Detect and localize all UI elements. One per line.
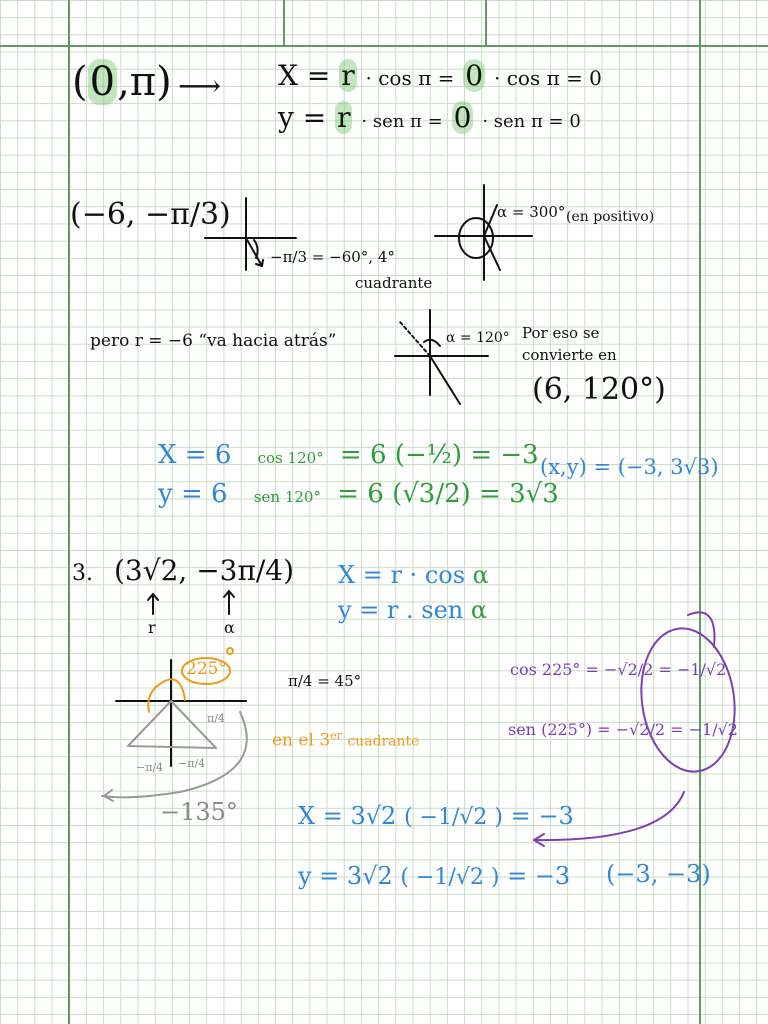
ex3-x-formula-text: X = r · cos <box>338 561 473 589</box>
ex3-pi4-small-1: π/4 <box>207 712 225 725</box>
ex3-y-final-rhs: = −3 <box>507 862 571 890</box>
ex3-y-formula-text: y = r . sen <box>338 596 471 624</box>
ex3-point: (3√2, −3π/4) <box>114 554 295 587</box>
ex3-sen225-val: −√2/2 = −1/√2 <box>615 720 738 739</box>
ex2-pero-text: pero r = −6 “va hacia atrás” <box>90 331 337 351</box>
ex3-third-sup: er <box>330 729 342 742</box>
ex3-label: 3. <box>72 561 93 586</box>
ex2-point: (−6, −π/3) <box>70 197 231 232</box>
ex3-cos225-val: −√2/2 = −1/√2 <box>604 660 727 679</box>
ex2-result: (x,y) = (−3, 3√3) <box>540 455 719 479</box>
ex2-alpha-300: α = 300° <box>497 203 566 221</box>
ex2-y-sen: sen 120° <box>253 488 321 506</box>
ex3-arrow-alpha-label: α <box>224 618 235 637</box>
ex3-final-point: (−3, −3) <box>606 860 711 888</box>
ex3-arrows <box>148 591 234 614</box>
ex3-sen225-label: sen (225°) = <box>508 720 611 739</box>
ex3-x-final-rhs: = −3 <box>510 802 574 830</box>
ex1-x-end: · cos π = 0 <box>493 66 602 90</box>
ex2-por-eso: Por eso se <box>522 324 600 342</box>
ex2-axes-sketch-1 <box>205 198 296 270</box>
ex1-point-open: ( <box>72 59 88 105</box>
ex3-angle-225: 225° <box>186 659 227 679</box>
ex2-convierte: convierte en <box>522 346 617 364</box>
ex3-x-alpha: α <box>472 561 489 589</box>
ex1-y-val: 0 <box>453 101 472 134</box>
ex1-x-lhs: X = <box>278 59 331 92</box>
ex1-y-lhs: y = <box>278 101 327 134</box>
ex1-point-r: 0 <box>89 59 116 105</box>
ex3-pi4-small-2: −π/4 <box>136 761 164 774</box>
ex2-alpha-120: α = 120° <box>446 330 510 346</box>
ex1-x-mid: · cos π = <box>365 66 455 90</box>
ex1-y-mid: · sen π = <box>361 111 443 132</box>
ex2-x-rhs: = 6 (−½) = −3 <box>339 440 539 470</box>
ex3-third: en el 3 <box>272 730 331 751</box>
ex1-y-r: r <box>337 101 351 134</box>
ex2-y-lhs: y = 6 <box>158 479 228 509</box>
ex3-y-final-lhs: y = 3√2 <box>298 862 393 890</box>
ex3-x-final-frac: ( −1/√2 ) <box>403 805 503 830</box>
ex2-y-rhs: = 6 (√3/2) = 3√3 <box>337 479 559 509</box>
ex2-angle-note: −π/3 = −60°, 4° <box>270 248 395 266</box>
ex3-pi4: π/4 = 45° <box>288 672 362 690</box>
ex1-arrow: ⟶ <box>178 69 222 104</box>
ex1-x-val: 0 <box>465 59 484 92</box>
ex1-y-end: · sen π = 0 <box>482 111 581 132</box>
ex3-cos225-label: cos 225° = <box>510 660 599 679</box>
ex2-positive-note: (en positivo) <box>566 209 655 225</box>
ex3-y-final-frac: ( −1/√2 ) <box>400 865 500 890</box>
ex1-point-rest: ,π) <box>117 59 172 105</box>
ex2-x-lhs: X = 6 <box>158 440 232 470</box>
ex2-axes-sketch-2 <box>435 185 532 280</box>
ex3-y-alpha: α <box>470 596 488 624</box>
ex3-purple-annotation <box>534 612 744 846</box>
ex3-pi4-small-3: −π/4 <box>178 757 206 770</box>
ex3-third-word: cuadrante <box>347 733 420 750</box>
ex2-new-point: (6, 120°) <box>532 372 666 407</box>
ex3-angle-diagram <box>102 648 247 801</box>
ex3-neg-135: −135° <box>160 798 238 826</box>
ex2-axes-sketch-3 <box>395 310 488 404</box>
ex2-angle-note-2: cuadrante <box>355 274 433 292</box>
ex3-arrow-r-label: r <box>148 618 156 637</box>
ex1-x-r: r <box>341 59 355 92</box>
ex2-x-cos: cos 120° <box>257 449 324 467</box>
ex3-x-final-lhs: X = 3√2 <box>298 802 397 830</box>
